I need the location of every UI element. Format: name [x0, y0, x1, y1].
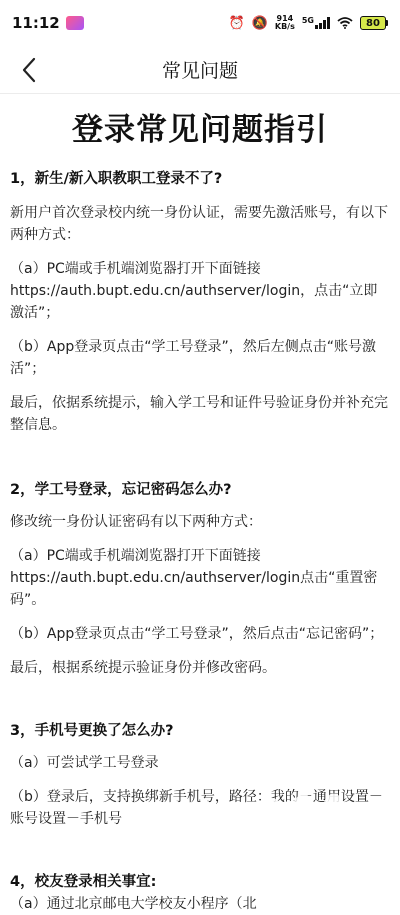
section-2-para: （b）App登录页点击“学工号登录”，然后点击“忘记密码”；	[10, 626, 384, 642]
watermark-graphic	[252, 782, 372, 842]
chevron-left-icon	[21, 57, 37, 83]
section-3-para: （b）登录后，支持换绑新手机号，路径：我的－通用设置－账号设置－手机号	[10, 789, 383, 827]
net-speed-unit: KB/s	[274, 22, 295, 31]
page-title: 常见问题	[161, 60, 238, 82]
net-speed-value: 914	[276, 14, 294, 23]
section-3-heading: 3，手机号更换了怎么办?	[10, 723, 174, 739]
section-4-para: （a）通过北京邮电大学校友小程序（北	[10, 896, 257, 912]
status-bar	[0, 0, 400, 46]
section-3-para: （a）可尝试学工号登录	[10, 755, 159, 771]
network-type: 5G	[301, 16, 314, 25]
doc-title: 登录常见问题指引	[72, 112, 328, 148]
status-time: 11:12	[12, 14, 60, 32]
battery-icon	[360, 16, 388, 30]
alarm-icon: ⏰	[228, 15, 245, 31]
battery-level: 80	[360, 16, 386, 30]
section-1-para: （b）App登录页点击“学工号登录”，然后左侧点击“账号激活”；	[10, 339, 376, 377]
section-4-heading: 4，校友登录相关事宜:	[10, 874, 157, 890]
back-button[interactable]	[14, 54, 44, 86]
mute-icon: 🔕	[251, 15, 268, 31]
app-notification-icon	[66, 16, 84, 30]
nav-bar	[0, 46, 400, 94]
section-2-para: （a）PC端或手机端浏览器打开下面链接https://auth.bupt.edu.cn/authserver/login点击“重置密码”。	[10, 548, 378, 608]
net-speed	[275, 15, 295, 31]
section-1-para: 新用户首次登录校内统一身份认证，需要先激活账号，有以下两种方式：	[10, 205, 388, 243]
section-1-heading: 1，新生/新入职教职工登录不了?	[10, 171, 223, 187]
section-2-heading: 2，学工号登录，忘记密码怎么办?	[10, 482, 232, 498]
section-2-para: 最后，根据系统提示验证身份并修改密码。	[10, 660, 276, 676]
wifi-icon	[337, 17, 353, 29]
signal-icon	[315, 17, 330, 29]
section-1-para: （a）PC端或手机端浏览器打开下面链接https://auth.bupt.edu.cn/authserver/login，点击“立即激活”；	[10, 261, 378, 321]
section-2-para: 修改统一身份认证密码有以下两种方式：	[10, 514, 262, 530]
section-1-para: 最后，依据系统提示，输入学工号和证件号验证身份并补充完整信息。	[10, 395, 388, 433]
